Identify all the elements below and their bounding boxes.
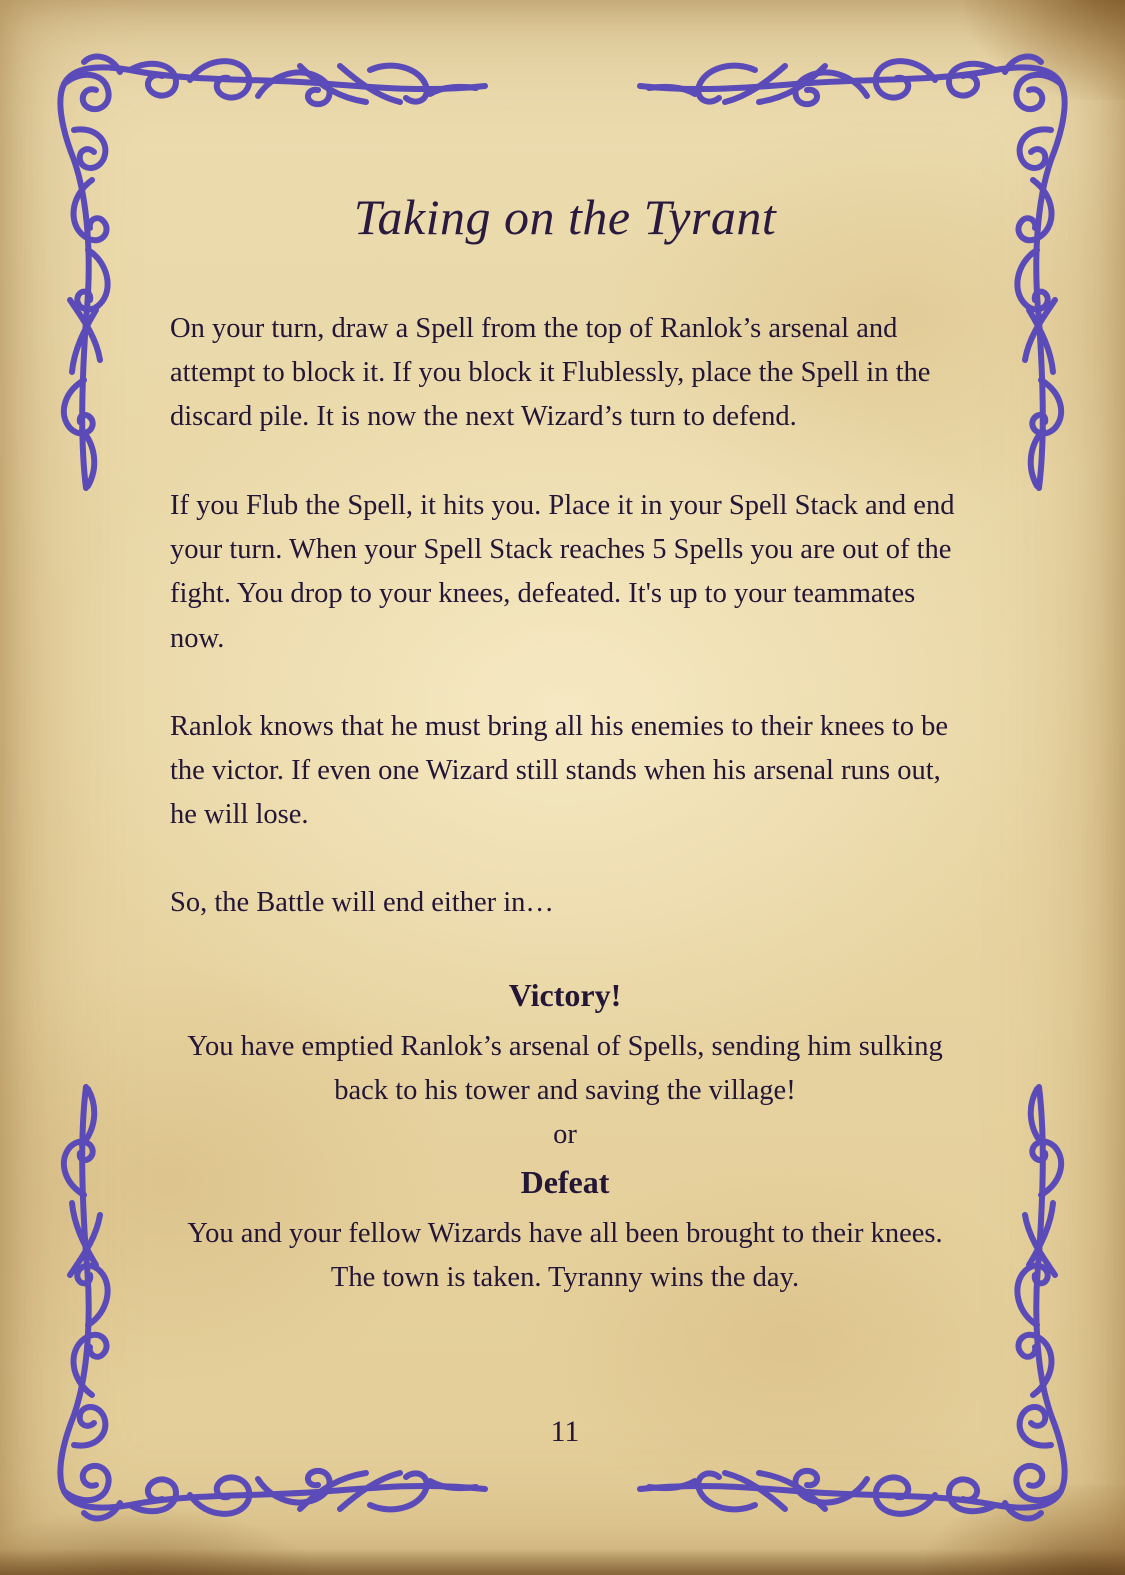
rules-paragraph-ending: So, the Battle will end either in… [170, 887, 554, 918]
defeat-text: You and your fellow Wizards have all been brought to their knees. The town is taken. Tyranny wins the day. [187, 1218, 943, 1294]
rules-paragraph-turn: On your turn, draw a Spell from the top of Ranlok’s arsenal and attempt to block it. If you block it Flublessly, place the Spell in the discard pile. It is now the next Wizard’s turn to defend. [170, 313, 931, 433]
defeat-heading: Defeat [520, 1164, 610, 1200]
victory-text: You have emptied Ranlok’s arsenal of Spells, sending him sulking back to his tower and saving the village! [187, 1031, 943, 1107]
outcome-separator: or [553, 1119, 577, 1150]
rules-paragraph-ranlok: Ranlok knows that he must bring all his enemies to their knees to be the victor. If even one Wizard still stands when his arsenal runs out, he will lose. [170, 711, 949, 831]
page-number: 11 [550, 1415, 580, 1448]
victory-heading: Victory! [508, 977, 622, 1013]
rules-paragraph-flub: If you Flub the Spell, it hits you. Place it in your Spell Stack and end your turn. When your Spell Stack reaches 5 Spells you are out of the fight. You drop to your knees, defeated. It's up to your teammates now. [170, 490, 955, 654]
page-title: Taking on the Tyrant [353, 189, 777, 245]
